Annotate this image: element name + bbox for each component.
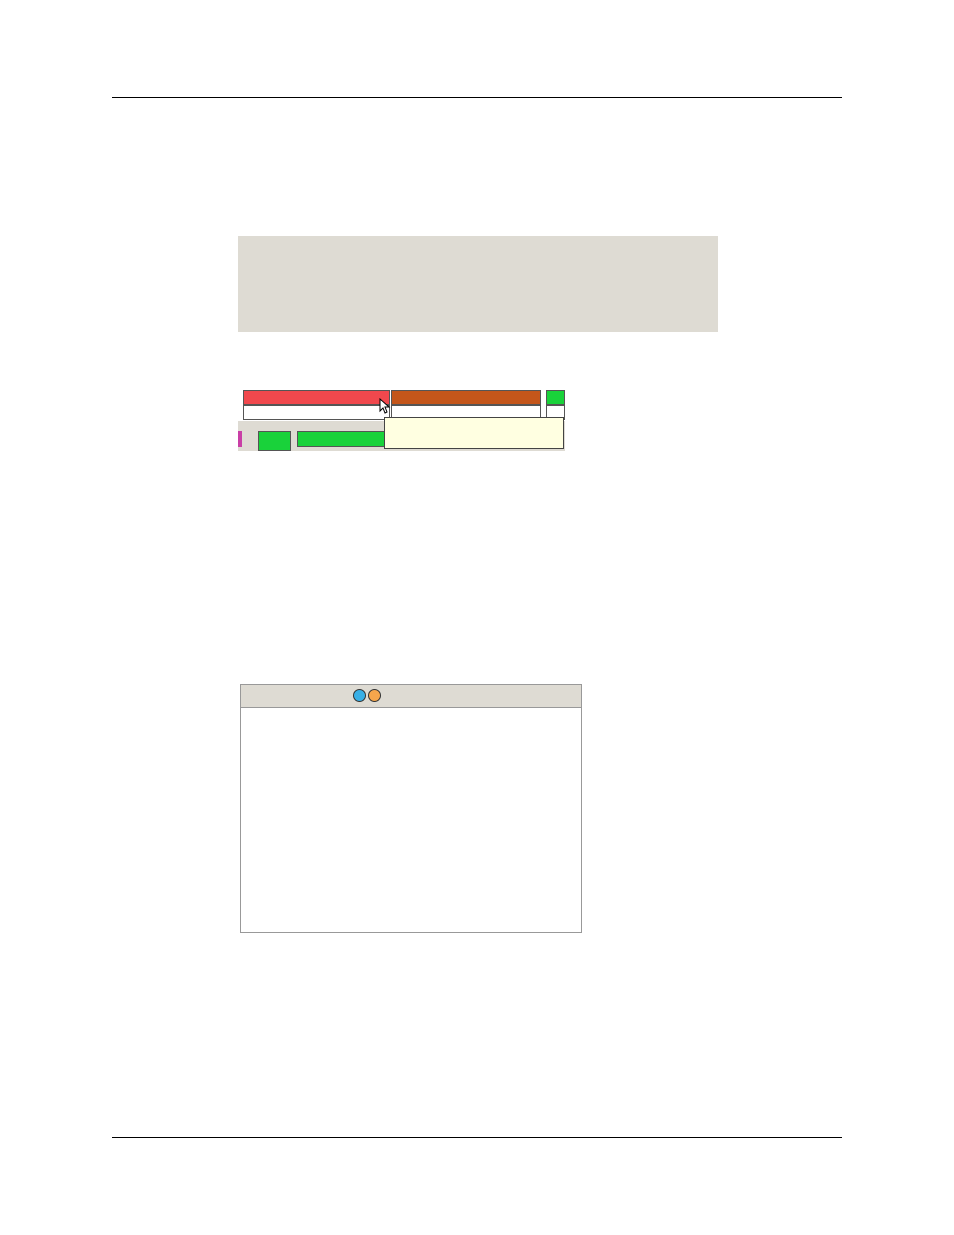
initiator-header <box>243 390 390 405</box>
mouse-pointer-icon <box>379 398 391 414</box>
tooltip-screenshot <box>238 387 565 451</box>
trace-toolbar <box>241 685 582 708</box>
smp-cell <box>258 431 291 451</box>
initiator-value <box>243 405 390 420</box>
partial-magenta-cell <box>238 431 242 447</box>
partial-cell-s <box>546 390 565 405</box>
tooltip <box>384 417 564 449</box>
toolbar-circle-t1[interactable] <box>368 689 381 702</box>
expanded-transaction-screenshot <box>238 236 718 332</box>
header-rule <box>112 97 842 98</box>
footer-rule <box>112 1137 842 1138</box>
target-header <box>391 390 541 405</box>
smp-request-cell <box>297 431 385 447</box>
toolbar-circle-i1[interactable] <box>353 689 366 702</box>
oob-trace-screenshot <box>240 684 582 933</box>
